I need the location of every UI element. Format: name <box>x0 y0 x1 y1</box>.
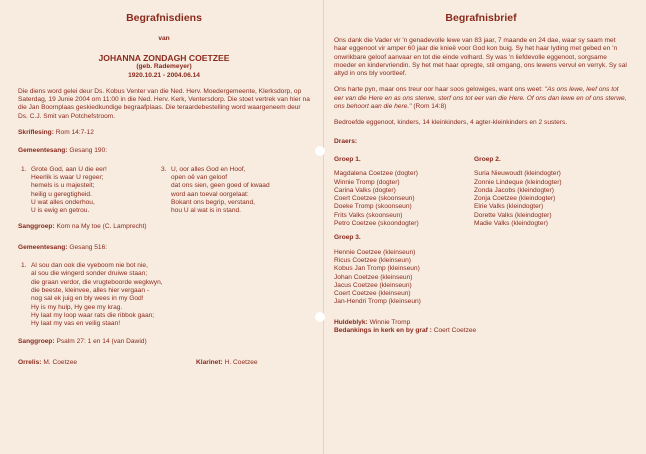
bedankings <box>334 327 628 335</box>
list-item: Madie Valks (kleindogter) <box>474 220 548 228</box>
maiden-name: (geb. Rademeyer) <box>136 63 192 71</box>
groep-1 <box>334 156 474 228</box>
list-item: Winnie Tromp (dogter) <box>334 178 400 186</box>
list-item: Carina Valks (dogter) <box>334 186 396 194</box>
pallbearer-groups <box>334 156 628 228</box>
klarinet <box>196 359 258 367</box>
list-item: Doeke Tromp (skoonseun) <box>334 203 412 211</box>
sanggroep-1-value: Kom na My toe (C. Lamprecht) <box>56 223 147 231</box>
sanggroep-1 <box>18 223 310 231</box>
list-item: Coert Coetzee (skoonseun) <box>334 195 415 203</box>
gemeentesang-2 <box>18 244 310 252</box>
sanggroep-2-value: Psalm 27: 1 en 14 (van Dawid) <box>56 338 147 346</box>
musicians <box>18 359 310 367</box>
gemeentesang-1-label: Gemeentesang: <box>18 147 68 155</box>
huldeblyk <box>334 319 628 327</box>
van-label: van <box>158 35 170 42</box>
hymn-516 <box>18 262 310 328</box>
hymn-516-verse: Al sou dan ook die vyeboom nie bot nie, al sou die wingerd sonder druiwe staan; die graan verdor, die vrugteboorde wegkwyn, die beeste, kleinvee, alles hier vergaan - nog sal ek juig en bly wees in my God! Hy is my hulp, Hy gee my krag. Hy laat my loop waar rats die ribbok gaan; Hy laat my vas en veilig staan! <box>31 262 163 328</box>
punch-hole <box>315 312 325 322</box>
hymn-190-verse1-number: 1. <box>21 165 27 173</box>
hymn-516-verse-number: 1. <box>21 262 27 270</box>
list-item: Kobus Jan Tromp (kleinseun) <box>334 265 420 273</box>
klarinet-value: H. Coetzee <box>224 358 258 366</box>
list-item: Ricus Coetzee (kleinseun) <box>334 256 411 264</box>
list-item: Jan-Hendri Tromp (kleinseun) <box>334 298 421 306</box>
left-title: Begrafnisdiens <box>126 12 202 24</box>
scripture-intro: Ons harte pyn, maar ons treur oor haar soos gelowiges, want ons weet: <box>334 86 545 94</box>
hymn-190-verse1: Grote God, aan U die eer! Heerlik is waar U regeer; hemels is u majesteit; heilig u geregtigheid. U wat alles onderhou, U is ewig en getrou. <box>31 165 107 215</box>
punch-hole <box>315 146 325 156</box>
fold-line <box>323 0 324 454</box>
list-item: Hennie Coetzee (kleinseun) <box>334 248 416 256</box>
bedankings-value: Coert Coetzee <box>433 327 477 335</box>
list-item: Coert Coetzee (kleinseun) <box>334 290 411 298</box>
groep-2-title: Groep 2. <box>474 155 501 163</box>
list-item: Jacus Coetzee (kleinseun) <box>334 281 412 289</box>
tribute-paragraph: Ons dank die Vader vir 'n genadevolle lewe van 83 jaar, 7 maande en 24 dae, waar sy saam met haar eggenoot vir amper 60 jaar die knieë voor God kon buig. Sy het haar lyding met gebed en 'n onwrikbare geloof aanvaar en tot die einde volhard. Sy was 'n liefdevolle eggenoot, sorgsame moeder en kindervriendin. Sy het met haar opregte, stil omgang, ons lewens vervul en verryk. Sy sal altyd in ons bly voortleef. <box>334 37 627 78</box>
huldeblyk-value: Winnie Tromp <box>369 318 411 326</box>
scripture-paragraph <box>334 86 628 111</box>
groep-3-title: Groep 3. <box>334 234 361 242</box>
hymn-190-verse3: U, oor alles God en Hoof, open oë van geloof dat ons sien, geen goed of kwaad word aan toeval oorgelaat: Bokant ons begrip, verstand, hou U al wat is in stand. <box>171 165 270 215</box>
list-item: Suria Nieuwoudt (kleindogter) <box>474 170 561 178</box>
right-title: Begrafnisbrief <box>445 12 517 24</box>
sanggroep-1-label: Sanggroep: <box>18 223 55 231</box>
list-item: Johan Coetzee (kleinseun) <box>334 273 413 281</box>
list-item: Magdalena Coetzee (dogter) <box>334 170 418 178</box>
deceased-name: JOHANNA ZONDAGH COETZEE <box>98 53 230 64</box>
list-item: Zonda Jacobs (kleindogter) <box>474 186 554 194</box>
bereaved-family: Bedroefde eggenoot, kinders, 14 kleinkinders, 4 agter-kleinkinders en 2 susters. <box>334 119 568 127</box>
gemeentesang-2-label: Gemeentesang: <box>18 243 68 251</box>
bedankings-label: Bedankings in kerk en by graf : <box>334 327 432 335</box>
scripture-quote: "As ons lewe, leef ons tot eer van die Here en as ons sterwe, sterf ons tot eer van die Here. Of ons dan lewe en of ons sterwe, ons behoort aan die here." <box>334 86 627 111</box>
draers-label: Draers: <box>334 137 358 145</box>
hymn-190 <box>18 166 310 216</box>
list-item: Petro Coetzee (skoondogter) <box>334 220 419 228</box>
gemeentesang-2-value: Gesang 516: <box>69 243 108 251</box>
gemeentesang-1-value: Gesang 190: <box>69 147 108 155</box>
sanggroep-2-label: Sanggroep: <box>18 338 55 346</box>
hymn-190-verse3-number: 3. <box>161 165 167 173</box>
orrelis-value: M. Coetzee <box>43 358 78 366</box>
skriflesing-value: Rom 14:7-12 <box>55 129 94 137</box>
groep-3 <box>334 234 628 306</box>
life-dates: 1920.10.21 - 2004.06.14 <box>128 71 200 79</box>
list-item: Elrie Valks (kleindogter) <box>474 203 544 211</box>
right-panel <box>334 12 628 335</box>
list-item: Zonnie Lindeque (kleindogter) <box>474 178 562 186</box>
skriflesing <box>18 129 310 137</box>
orrelis-label: Orrelis: <box>18 358 42 366</box>
groep-2 <box>474 156 614 228</box>
service-intro: Die diens word gelei deur Ds. Kobus Venter van die Ned. Herv. Moedergemeente, Klerksdorp, op Saterdag, 19 Junie 2004 om 11:00 in die Ned. Herv. Kerk, Ventersdorp. Die stoet vertrek van hier na die Jan Boomplaas geskiedkundige begraafplaas. Die teraardebestelling word waargeneem deur Ds. C.J. Smit van Potchefstroom. <box>18 87 310 120</box>
sanggroep-2 <box>18 338 310 346</box>
left-panel <box>18 12 310 367</box>
list-item: Zonja Coetzee (kleindogter) <box>474 195 556 203</box>
scripture-reference: (Rom 14:8) <box>411 103 447 111</box>
list-item: Frits Valks (skoonseun) <box>334 211 403 219</box>
skriflesing-label: Skriflesing: <box>18 129 54 137</box>
gemeentesang-1 <box>18 147 310 155</box>
orrelis <box>18 359 196 367</box>
klarinet-label: Klarinet: <box>196 358 223 366</box>
list-item: Dorette Valks (kleindogter) <box>474 211 552 219</box>
groep-1-title: Groep 1. <box>334 155 361 163</box>
huldeblyk-label: Huldeblyk: <box>334 318 368 326</box>
